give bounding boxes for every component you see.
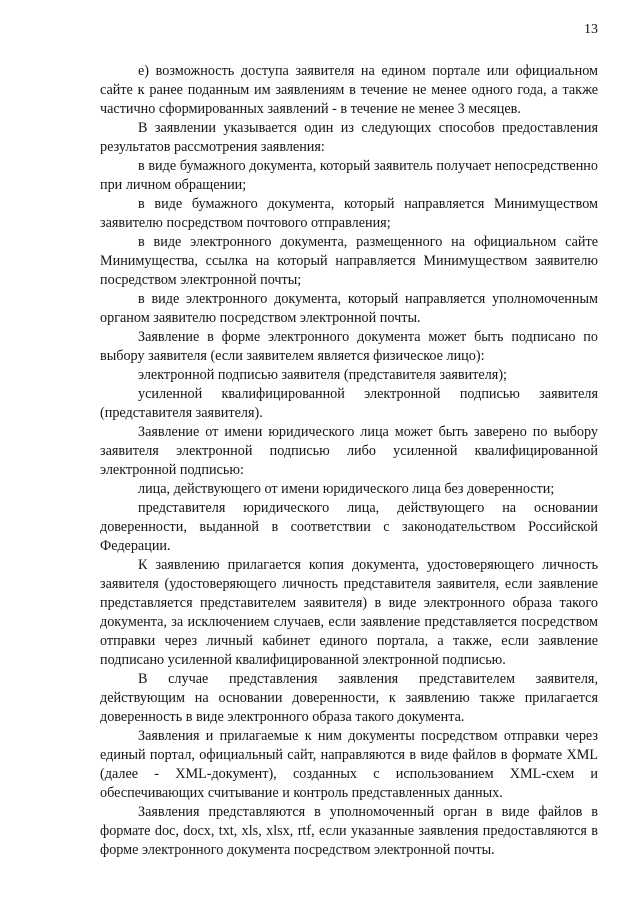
paragraph: усиленной квалифицированной электронной подписью заявителя (представителя заявителя). [100,386,598,421]
paragraph: В случае представления заявления представителем заявителя, действующим на основании доверенности, к заявлению также прилагается доверенность в виде электронного образа такого документа. [100,671,598,725]
paragraph: Заявления и прилагаемые к ним документы посредством отправки через единый портал, официальный сайт, направляются в виде файлов в формате XML (далее - XML-документ), созданных с использованием XML-схем и обеспечивающих считывание и контроль представленных данных. [100,728,598,801]
paragraph: в виде электронного документа, размещенного на официальном сайте Минимущества, ссылка на который направляется Минимуществом заявителю посредством электронной почты; [100,234,598,288]
paragraph: Заявление от имени юридического лица может быть заверено по выбору заявителя электронной подписью либо усиленной квалифицированной электронной подписью: [100,424,598,478]
paragraph: в виде бумажного документа, который заявитель получает непосредственно при личном обращении; [100,158,598,193]
paragraph: в виде электронного документа, который направляется уполномоченным органом заявителю посредством электронной почты. [100,291,598,326]
paragraph: лица, действующего от имени юридического лица без доверенности; [138,481,555,497]
document-body [100,62,598,860]
paragraph: Заявления представляются в уполномоченный орган в виде файлов в формате doc, docx, txt, xls, xlsx, rtf, если указанные заявления предоставляются в форме электронного документа посредством электронной почты. [100,804,598,858]
paragraph: Заявление в форме электронного документа может быть подписано по выбору заявителя (если заявителем является физическое лицо): [100,329,598,364]
paragraph: в виде бумажного документа, который направляется Минимуществом заявителю посредством почтового отправления; [100,196,598,231]
paragraph: электронной подписью заявителя (представителя заявителя); [138,367,507,383]
paragraph: представителя юридического лица, действующего на основании доверенности, выданной в соответствии с законодательством Российской Федерации. [100,500,598,554]
paragraph: К заявлению прилагается копия документа, удостоверяющего личность заявителя (удостоверяющего личность представителя заявителя, если заявление представляется представителем заявителя) в виде электронного образа такого документа, за исключением случаев, если заявление представляется посредством отправки через личный кабинет единого портала, а также, если заявление подписано усиленной квалифицированной электронной подписью. [100,557,598,668]
paragraph: В заявлении указывается один из следующих способов предоставления результатов рассмотрения заявления: [100,120,598,155]
page-number: 13 [584,22,598,37]
paragraph: е) возможность доступа заявителя на едином портале или официальном сайте к ранее поданным им заявлениям в течение не менее одного года, а также частично сформированных заявлений - в течение не менее 3 месяцев. [100,63,598,117]
